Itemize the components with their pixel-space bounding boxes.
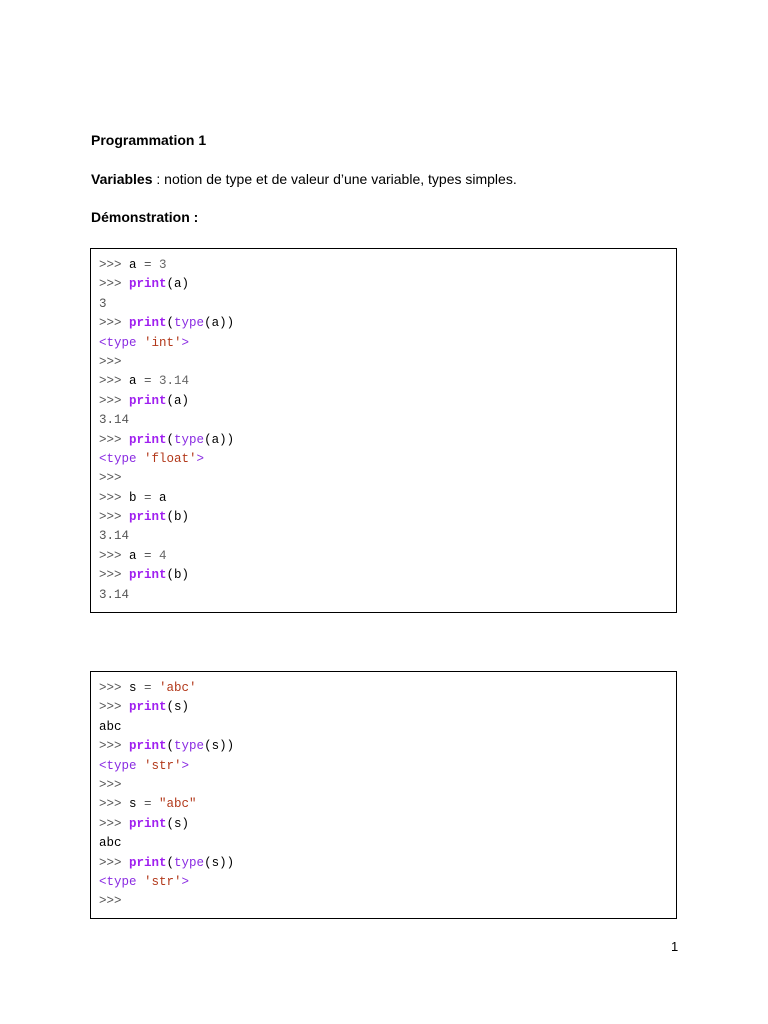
code-token: >>> bbox=[99, 894, 122, 909]
code-token: >>> bbox=[99, 432, 130, 447]
code-token: (a)) bbox=[204, 316, 235, 331]
code-line bbox=[99, 508, 676, 527]
code-line bbox=[99, 776, 676, 795]
code-token: 3 bbox=[99, 296, 107, 311]
code-token: print bbox=[129, 700, 167, 715]
code-token: <type bbox=[99, 335, 145, 350]
code-line bbox=[99, 757, 676, 776]
code-line bbox=[99, 314, 676, 333]
code-line bbox=[99, 450, 676, 469]
code-token: >>> bbox=[99, 855, 130, 870]
code-token: >>> bbox=[99, 316, 130, 331]
code-line bbox=[99, 834, 676, 853]
code-line bbox=[99, 547, 676, 566]
code-token: (a)) bbox=[204, 432, 235, 447]
code-token: ( bbox=[166, 316, 175, 331]
code-token: >>> bbox=[99, 374, 130, 389]
code-token: print bbox=[129, 739, 167, 754]
page-number: 1 bbox=[671, 939, 679, 954]
code-token: print bbox=[129, 855, 167, 870]
code-line bbox=[99, 275, 676, 294]
code-line bbox=[99, 737, 676, 756]
code-line bbox=[99, 586, 676, 605]
code-token: >>> bbox=[99, 393, 130, 408]
code-token: print bbox=[129, 510, 167, 525]
code-line bbox=[99, 411, 676, 430]
code-token: print bbox=[129, 316, 167, 331]
code-token: a bbox=[129, 374, 137, 389]
code-token: = bbox=[136, 258, 160, 272]
code-line bbox=[99, 795, 676, 814]
page-title: Programmation 1 bbox=[91, 132, 207, 148]
code-line bbox=[99, 334, 676, 353]
code-line bbox=[99, 527, 676, 546]
code-token: >>> bbox=[99, 277, 130, 292]
code-token: >>> bbox=[99, 568, 130, 583]
code-block-numbers bbox=[90, 248, 677, 613]
code-token: >>> bbox=[99, 739, 130, 754]
code-token: 3.14 bbox=[159, 374, 190, 389]
code-token: = bbox=[136, 797, 160, 812]
code-token: 3.14 bbox=[99, 587, 130, 602]
variables-description bbox=[91, 171, 517, 187]
code-token: ( bbox=[166, 855, 175, 870]
code-token: (a) bbox=[166, 393, 190, 408]
code-token: = bbox=[136, 548, 160, 563]
code-token: type bbox=[174, 855, 205, 870]
code-token: type bbox=[174, 316, 205, 331]
code-token: 'str' bbox=[144, 874, 182, 889]
code-token: >>> bbox=[99, 700, 130, 715]
code-token: print bbox=[129, 816, 167, 831]
demo-heading: Démonstration : bbox=[91, 209, 199, 225]
code-line bbox=[99, 679, 676, 698]
code-token: type bbox=[174, 739, 205, 754]
code-token: print bbox=[129, 432, 167, 447]
code-token: > bbox=[181, 758, 190, 773]
code-line bbox=[99, 295, 676, 314]
code-token: >>> bbox=[99, 354, 122, 369]
code-token: >>> bbox=[99, 510, 130, 525]
code-token: type bbox=[174, 432, 205, 447]
code-token: abc bbox=[99, 719, 122, 734]
code-token: 'int' bbox=[144, 335, 182, 350]
code-token: >>> bbox=[99, 681, 130, 695]
code-token: >>> bbox=[99, 548, 130, 563]
code-token: s bbox=[129, 797, 137, 812]
code-token: "abc" bbox=[159, 797, 197, 812]
code-token: >>> bbox=[99, 777, 122, 792]
code-line bbox=[99, 489, 676, 508]
code-line bbox=[99, 815, 676, 834]
code-token: >>> bbox=[99, 490, 130, 505]
code-token: >>> bbox=[99, 258, 130, 272]
code-token: a bbox=[159, 490, 167, 505]
code-token: a bbox=[129, 258, 137, 272]
code-token: 3.14 bbox=[99, 529, 130, 544]
code-token: ( bbox=[166, 432, 175, 447]
code-token: 'abc' bbox=[159, 681, 197, 695]
code-token: <type bbox=[99, 758, 145, 773]
code-token: >>> bbox=[99, 816, 130, 831]
code-line bbox=[99, 566, 676, 585]
code-token: s bbox=[129, 681, 137, 695]
code-line bbox=[99, 353, 676, 372]
code-token: <type bbox=[99, 874, 145, 889]
code-token: (s)) bbox=[204, 739, 235, 754]
code-token: >>> bbox=[99, 797, 130, 812]
code-block-strings bbox=[90, 671, 677, 919]
code-token: (s) bbox=[166, 816, 190, 831]
code-token: 3 bbox=[159, 258, 167, 272]
code-token: 3.14 bbox=[99, 413, 130, 428]
code-line bbox=[99, 372, 676, 391]
code-token: = bbox=[136, 681, 160, 695]
code-token: abc bbox=[99, 836, 122, 851]
code-token: <type bbox=[99, 451, 145, 466]
variables-label: Variables bbox=[91, 171, 153, 187]
code-line bbox=[99, 873, 676, 892]
code-token: 4 bbox=[159, 548, 167, 563]
code-token: > bbox=[196, 451, 205, 466]
code-token: (b) bbox=[166, 568, 190, 583]
code-token: a bbox=[129, 548, 137, 563]
code-token: >>> bbox=[99, 471, 122, 486]
variables-text: : notion de type et de valeur d’une variable, types simples. bbox=[152, 171, 517, 187]
code-line bbox=[99, 256, 676, 275]
code-token: = bbox=[136, 374, 160, 389]
code-token: (s)) bbox=[204, 855, 235, 870]
code-token: 'str' bbox=[144, 758, 182, 773]
code-line bbox=[99, 698, 676, 717]
code-token: > bbox=[181, 335, 190, 350]
code-line bbox=[99, 392, 676, 411]
code-token: print bbox=[129, 277, 167, 292]
code-token: (a) bbox=[166, 277, 190, 292]
code-token: ( bbox=[166, 739, 175, 754]
code-token: print bbox=[129, 393, 167, 408]
code-line bbox=[99, 431, 676, 450]
code-token: (b) bbox=[166, 510, 190, 525]
code-line bbox=[99, 892, 676, 911]
code-token: print bbox=[129, 568, 167, 583]
code-line bbox=[99, 718, 676, 737]
code-token: (s) bbox=[166, 700, 190, 715]
code-token: > bbox=[181, 874, 190, 889]
code-token: = bbox=[136, 490, 160, 505]
code-line bbox=[99, 469, 676, 488]
code-token: 'float' bbox=[144, 451, 197, 466]
code-line bbox=[99, 854, 676, 873]
code-token: b bbox=[129, 490, 137, 505]
